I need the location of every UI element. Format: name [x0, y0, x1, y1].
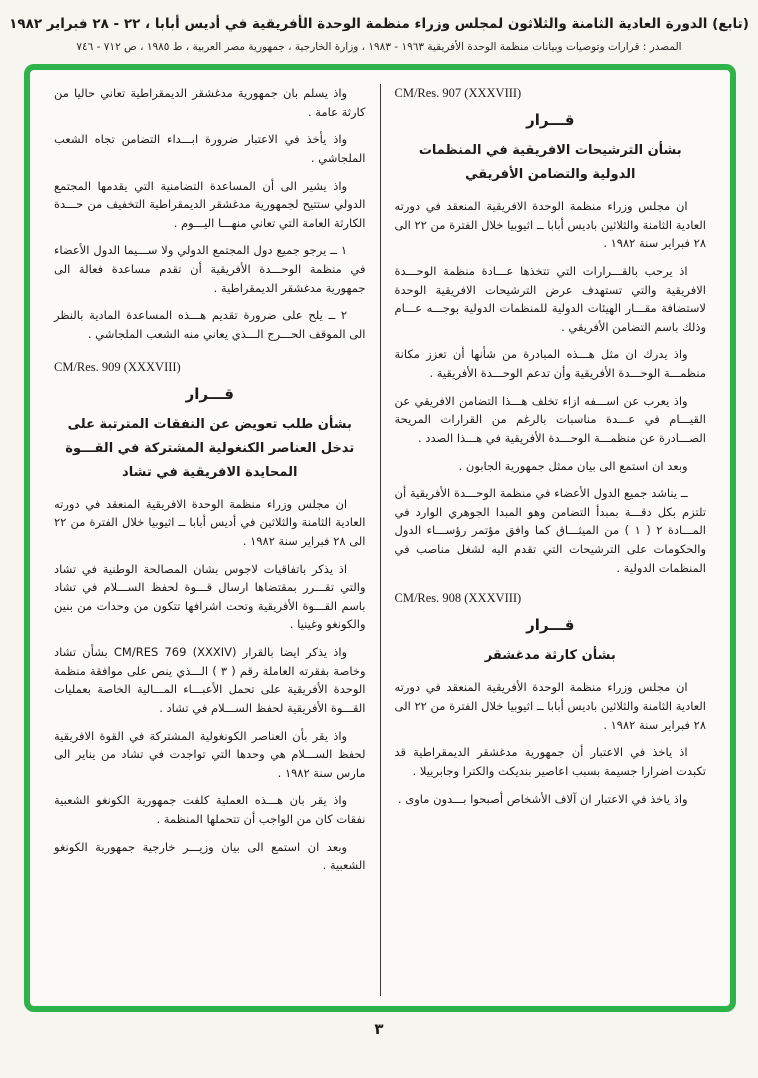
paragraph: ١ ــ يرجو جميع دول المجتمع الدولي ولا ســـيما الدول الأعضاء في منظمة الوحـــدة الأفريقية أن تقدم مساعدة فعالة الى جمهورية مدغشقر الديمقراطية . — [54, 243, 366, 295]
document-header — [0, 0, 758, 53]
resolution-subtitle: بشأن الترشيحات الافريقية في المنظمات — [418, 143, 682, 158]
resolution-ref-909: CM/Res. 909 (XXXVIII) — [54, 359, 181, 374]
paragraph: واذ ياخذ في الاعتبار ان آلاف الأشخاص أصبحوا بـــدون ماوى . — [397, 791, 688, 806]
resolution-ref-908: CM/Res. 908 (XXXVIII) — [394, 591, 522, 606]
resolution-title: قـــرار — [526, 111, 575, 129]
resolution-subtitle: بشأن طلب تعويض عن النفقات المترتبة على — [67, 416, 352, 432]
column-right — [381, 84, 721, 996]
resolution-subtitle: بشأن كارثة مدغشقر — [484, 648, 616, 664]
resolution-subtitle: الدولية والتضامن الأفريقي — [465, 167, 636, 183]
paragraph: واذ يأخذ في الاعتبار ضرورة ابـــداء التضامن تجاه الشعب الملجاشي . — [54, 132, 366, 165]
header-session-title: (تابع) الدورة العادية الثامنة والثلاثون لمجلس وزراء منظمة الوحدة الأفريقية في أديس أبابا ، ٢٢ - ٢٨ فبراير ١٩٨٢ — [9, 16, 749, 32]
paragraph: ان مجلس وزراء منظمة الوحدة الافريقية المنعقد في دورته العادية الثامنة والثلاثين باديس أبابا ــ اثيوبيا خلال الفترة من ٢٢ الى ٢٨ فبراير سنة ١٩٨٢ . — [394, 199, 706, 251]
paragraph: وبعد ان استمع الى بيان وزيـــر خارجية جمهورية الكونغو الشعبية . — [54, 839, 366, 873]
header-source-line: المصدر : قرارات وتوصيات وبيانات منظمة الوحدة الأفريقية ١٩٦٣ - ١٩٨٣ ، وزارة الخارجية ، جمهورية مصر العربية ، ط ١٩٨٥ ، ص ٧١٢ - ٧٤٦ — [76, 41, 682, 53]
paragraph: اذ يذكر باتفاقيات لاجوس بشان المصالحة الوطنية في تشاد والتي تقـــرر بمقتضاها ارسال قـــوة لحفظ الســـلام في تشاد باسم القـــوة الأفريقية وتحت اشرافها تتكون من وحدات من بنين والكونغو وغينيا . — [54, 561, 366, 632]
resolution-subtitle: المحايدة الافريقية في تشاد — [122, 464, 298, 480]
paragraph: ان مجلس وزراء منظمة الوحدة الافريقية المنعقد في دورته العادية الثامنة والثلاثين في أديس أبابا ــ اثيوبيا خلال الفترة من ٢٢ الى ٢٨ فبراير سنة ١٩٨٢ . — [54, 496, 366, 548]
green-frame — [24, 64, 736, 1012]
resolution-subtitle-block — [395, 139, 707, 187]
resolution-subtitle-block — [54, 413, 366, 485]
page-number: ٣ — [374, 1020, 384, 1038]
resolution-title: قـــرار — [185, 384, 234, 403]
resolution-ref-907: CM/Res. 907 (XXXVIII) — [394, 86, 522, 100]
resolution-title: قـــرار — [526, 616, 575, 635]
paragraph: ــ يناشد جميع الدول الأعضاء في منظمة الوحـــدة الأفريقية أن تلتزم بكل دقـــة بمبدأ التضامن وهو المبدا الجوهري الوارد في المـــادة ٢ ( ١ ) من الميثـــاق كما وافق مؤتمر رؤســـاء الدول والحكومات على الترشيحات التي تقدم اليه لشغل مناصب في المنظمات الدولية . — [394, 486, 706, 575]
paragraph: واذ يسلم بان جمهورية مدغشقر الديمقراطية تعاني حاليا من كارثة عامة . — [54, 86, 366, 119]
paragraph: واذ يشير الى أن المساعدة التضامنية التي يقدمها المجتمع الدولي ستتيح لجمهورية مدغشقر الديمقراطية التخفيف من حـــدة الكارثة العامة التي تعاني منهـــا اليـــوم . — [54, 178, 366, 230]
resolution-subtitle: تدخل العناصر الكنغولية المشتركة في القـــوة — [65, 440, 355, 456]
paragraph: ان مجلس وزراء منظمة الوحدة الأفريقية المنعقد في دورته العادية الثامنة والثلاثين باديس أبابا ــ اثيوبيا خلال الفترة من ٢٢ الى ٢٨ فبراير سنة ١٩٨٢ . — [394, 680, 706, 732]
paragraph: اذ يرحب بالقـــرارات التي تتخذها عـــادة منظمة الوحـــدة الافريقية والتي تستهدف عرض الترشيحات الافريقية الوحدة لاستضافة مقـــار الهيئات الدولية للمنظمات الدولية بوجـــه عـــام وذلك باسم التضامن الأفريقي . — [394, 263, 706, 334]
paragraph: اذ ياخذ في الاعتبار أن جمهورية مدغشقر الديمقراطية قد تكبدت اضرارا جسيمة بسبب اعاصير بنديكت والكترا وجابرييلا . — [394, 745, 706, 778]
paragraph: واذ يعرب عن اســـفه ازاء تخلف هـــذا التضامن الافريقي عن القيـــام في عـــدة مناسبات بالرغم من القرارات المريحة الصـــادرة عن منظمـــة الوحـــدة الأفريقية في هـــذا الصدد . — [394, 393, 706, 445]
column-left — [40, 84, 380, 996]
paragraph: واذ يقر بان هـــذه العملية كلفت جمهورية الكونغو الشعبية نفقات كان من الواجب أن تتحملها المنظمة . — [54, 793, 366, 827]
paragraph: واذ يذكر ايضا بالقرار CM/RES 769 (XXXIV) بشأن تشاد وخاصة بفقرته العاملة رقم ( ٣ ) الـــذي ينص على موافقة منظمة الوحدة الأفريقية على تحمل الأعبـــاء المـــالية الخاصة بعمليات القـــوة الأفريقية لحفظ الســـلام في تشاد . — [54, 645, 366, 715]
resolution-subtitle-block — [395, 644, 707, 668]
paragraph: وبعد ان استمع الى بيان ممثل جمهورية الجابون . — [458, 458, 688, 473]
paragraph: واذ يدرك ان مثل هـــذه المبادرة من شأنها أن تعزز مكانة منظمـــة الوحـــدة الأفريقية وأن تدعم الوحـــدة الأفريقية . — [394, 347, 706, 381]
paragraph: ٢ ــ يلح على ضرورة تقديم هـــذه المساعدة المادية بالنظر الى الموقف الحـــرج الـــذي يعاني منه الشعب الملجاشي . — [54, 308, 366, 341]
paragraph: واذ يقر بأن العناصر الكونغولية المشتركة في القوة الافريقية لحفظ الســـلام هي وحدها التي تواجدت في تشاد من يناير الى مارس سنة ١٩٨٢ . — [54, 728, 366, 780]
two-column-layout — [40, 84, 720, 996]
